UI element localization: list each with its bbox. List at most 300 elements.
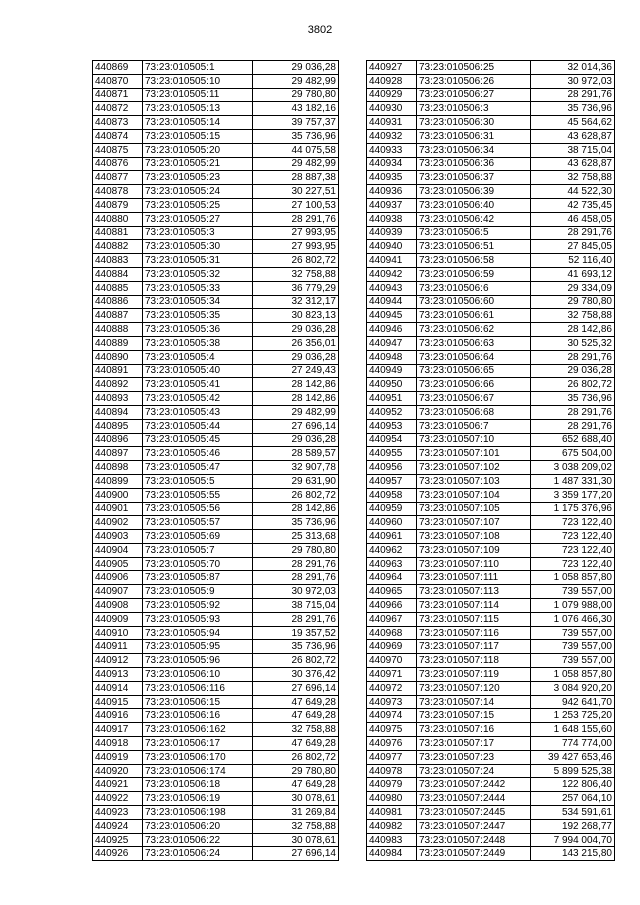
row-id-cell: 440931 <box>367 116 417 130</box>
row-id-cell: 440978 <box>367 764 417 778</box>
row-id-cell: 440955 <box>367 447 417 461</box>
amount-cell: 3 359 177,20 <box>531 488 615 502</box>
table-row <box>367 654 615 668</box>
table-row <box>93 171 339 185</box>
row-id-cell: 440952 <box>367 405 417 419</box>
row-id-cell: 440982 <box>367 819 417 833</box>
row-id-cell: 440904 <box>93 543 143 557</box>
table-row <box>367 626 615 640</box>
table-row <box>367 226 615 240</box>
cadastral-number-cell: 73:23:010506:19 <box>143 792 253 806</box>
row-id-cell: 440957 <box>367 474 417 488</box>
cadastral-number-cell: 73:23:010507:117 <box>417 640 531 654</box>
amount-cell: 39 757,37 <box>253 116 339 130</box>
cadastral-number-cell: 73:23:010505:11 <box>143 88 253 102</box>
table-row <box>93 419 339 433</box>
table-row <box>367 185 615 199</box>
amount-cell: 35 736,96 <box>253 129 339 143</box>
row-id-cell: 440880 <box>93 212 143 226</box>
row-id-cell: 440940 <box>367 240 417 254</box>
cadastral-number-cell: 73:23:010506:7 <box>417 419 531 433</box>
amount-cell: 30 078,61 <box>253 833 339 847</box>
cadastral-number-cell: 73:23:010505:94 <box>143 626 253 640</box>
row-id-cell: 440918 <box>93 737 143 751</box>
cadastral-number-cell: 73:23:010505:47 <box>143 461 253 475</box>
right-data-table <box>366 60 615 861</box>
row-id-cell: 440976 <box>367 737 417 751</box>
cadastral-number-cell: 73:23:010507:109 <box>417 543 531 557</box>
row-id-cell: 440938 <box>367 212 417 226</box>
row-id-cell: 440892 <box>93 378 143 392</box>
row-id-cell: 440887 <box>93 309 143 323</box>
row-id-cell: 440975 <box>367 723 417 737</box>
cadastral-number-cell: 73:23:010506:30 <box>417 116 531 130</box>
row-id-cell: 440935 <box>367 171 417 185</box>
amount-cell: 29 780,80 <box>253 543 339 557</box>
amount-cell: 32 758,88 <box>253 723 339 737</box>
table-row <box>367 405 615 419</box>
table-row <box>93 433 339 447</box>
table-row <box>93 281 339 295</box>
table-row <box>93 819 339 833</box>
table-row <box>93 709 339 723</box>
row-id-cell: 440974 <box>367 709 417 723</box>
amount-cell: 29 780,80 <box>531 295 615 309</box>
table-row <box>367 681 615 695</box>
table-row <box>367 488 615 502</box>
amount-cell: 28 142,86 <box>253 392 339 406</box>
cadastral-number-cell: 73:23:010506:24 <box>143 847 253 861</box>
table-row <box>93 102 339 116</box>
amount-cell: 36 779,29 <box>253 281 339 295</box>
cadastral-number-cell: 73:23:010507:2444 <box>417 792 531 806</box>
amount-cell: 28 589,57 <box>253 447 339 461</box>
amount-cell: 774 774,00 <box>531 737 615 751</box>
amount-cell: 942 641,70 <box>531 695 615 709</box>
amount-cell: 32 758,88 <box>253 819 339 833</box>
table-row <box>367 737 615 751</box>
table-row <box>367 129 615 143</box>
row-id-cell: 440907 <box>93 585 143 599</box>
amount-cell: 675 504,00 <box>531 447 615 461</box>
cadastral-number-cell: 73:23:010505:46 <box>143 447 253 461</box>
table-row <box>93 392 339 406</box>
row-id-cell: 440943 <box>367 281 417 295</box>
cadastral-number-cell: 73:23:010507:15 <box>417 709 531 723</box>
table-row <box>93 792 339 806</box>
table-row <box>367 143 615 157</box>
amount-cell: 29 036,28 <box>253 323 339 337</box>
row-id-cell: 440956 <box>367 461 417 475</box>
cadastral-number-cell: 73:23:010505:41 <box>143 378 253 392</box>
table-row <box>93 61 339 75</box>
table-row <box>367 419 615 433</box>
cadastral-number-cell: 73:23:010505:3 <box>143 226 253 240</box>
amount-cell: 41 693,12 <box>531 267 615 281</box>
amount-cell: 31 269,84 <box>253 806 339 820</box>
table-row <box>367 433 615 447</box>
cadastral-number-cell: 73:23:010507:107 <box>417 516 531 530</box>
row-id-cell: 440872 <box>93 102 143 116</box>
table-row <box>93 488 339 502</box>
table-row <box>93 557 339 571</box>
cadastral-number-cell: 73:23:010505:36 <box>143 323 253 337</box>
amount-cell: 27 696,14 <box>253 419 339 433</box>
left-data-table <box>92 60 339 861</box>
table-row <box>367 392 615 406</box>
table-row <box>93 833 339 847</box>
cadastral-number-cell: 73:23:010506:18 <box>143 778 253 792</box>
amount-cell: 38 715,04 <box>253 599 339 613</box>
cadastral-number-cell: 73:23:010507:108 <box>417 530 531 544</box>
cadastral-number-cell: 73:23:010505:44 <box>143 419 253 433</box>
amount-cell: 32 758,88 <box>253 267 339 281</box>
cadastral-number-cell: 73:23:010506:6 <box>417 281 531 295</box>
amount-cell: 1 076 466,30 <box>531 612 615 626</box>
cadastral-number-cell: 73:23:010507:2449 <box>417 847 531 861</box>
amount-cell: 26 802,72 <box>253 254 339 268</box>
table-row <box>367 530 615 544</box>
table-row <box>367 543 615 557</box>
cadastral-number-cell: 73:23:010505:42 <box>143 392 253 406</box>
cadastral-number-cell: 73:23:010506:20 <box>143 819 253 833</box>
table-row <box>93 212 339 226</box>
amount-cell: 1 253 725,20 <box>531 709 615 723</box>
table-row <box>367 61 615 75</box>
cadastral-number-cell: 73:23:010506:59 <box>417 267 531 281</box>
cadastral-number-cell: 73:23:010507:10 <box>417 433 531 447</box>
row-id-cell: 440908 <box>93 599 143 613</box>
cadastral-number-cell: 73:23:010507:116 <box>417 626 531 640</box>
cadastral-number-cell: 73:23:010507:113 <box>417 585 531 599</box>
row-id-cell: 440937 <box>367 198 417 212</box>
amount-cell: 52 116,40 <box>531 254 615 268</box>
table-row <box>93 295 339 309</box>
row-id-cell: 440934 <box>367 157 417 171</box>
amount-cell: 28 142,86 <box>253 378 339 392</box>
amount-cell: 723 122,40 <box>531 557 615 571</box>
table-row <box>93 626 339 640</box>
cadastral-number-cell: 73:23:010506:51 <box>417 240 531 254</box>
row-id-cell: 440954 <box>367 433 417 447</box>
row-id-cell: 440970 <box>367 654 417 668</box>
row-id-cell: 440942 <box>367 267 417 281</box>
cadastral-number-cell: 73:23:010505:7 <box>143 543 253 557</box>
cadastral-number-cell: 73:23:010507:2442 <box>417 778 531 792</box>
row-id-cell: 440945 <box>367 309 417 323</box>
cadastral-number-cell: 73:23:010507:105 <box>417 502 531 516</box>
cadastral-number-cell: 73:23:010505:1 <box>143 61 253 75</box>
amount-cell: 28 291,76 <box>531 226 615 240</box>
amount-cell: 652 688,40 <box>531 433 615 447</box>
cadastral-number-cell: 73:23:010505:10 <box>143 74 253 88</box>
amount-cell: 122 806,40 <box>531 778 615 792</box>
amount-cell: 27 993,95 <box>253 226 339 240</box>
cadastral-number-cell: 73:23:010505:35 <box>143 309 253 323</box>
cadastral-number-cell: 73:23:010505:5 <box>143 474 253 488</box>
row-id-cell: 440905 <box>93 557 143 571</box>
cadastral-number-cell: 73:23:010506:31 <box>417 129 531 143</box>
row-id-cell: 440936 <box>367 185 417 199</box>
page-number: 3802 <box>307 24 333 36</box>
row-id-cell: 440927 <box>367 61 417 75</box>
amount-cell: 29 036,28 <box>253 433 339 447</box>
cadastral-number-cell: 73:23:010507:110 <box>417 557 531 571</box>
cadastral-number-cell: 73:23:010505:92 <box>143 599 253 613</box>
cadastral-number-cell: 73:23:010506:61 <box>417 309 531 323</box>
amount-cell: 27 696,14 <box>253 681 339 695</box>
cadastral-number-cell: 73:23:010507:24 <box>417 764 531 778</box>
amount-cell: 29 036,28 <box>253 61 339 75</box>
amount-cell: 35 736,96 <box>531 102 615 116</box>
row-id-cell: 440967 <box>367 612 417 626</box>
row-id-cell: 440897 <box>93 447 143 461</box>
row-id-cell: 440870 <box>93 74 143 88</box>
amount-cell: 27 100,53 <box>253 198 339 212</box>
row-id-cell: 440891 <box>93 364 143 378</box>
table-row <box>367 709 615 723</box>
cadastral-number-cell: 73:23:010507:16 <box>417 723 531 737</box>
table-row <box>367 323 615 337</box>
row-id-cell: 440881 <box>93 226 143 240</box>
table-row <box>93 764 339 778</box>
row-id-cell: 440968 <box>367 626 417 640</box>
amount-cell: 35 736,96 <box>253 516 339 530</box>
row-id-cell: 440959 <box>367 502 417 516</box>
amount-cell: 30 823,13 <box>253 309 339 323</box>
table-row <box>367 88 615 102</box>
row-id-cell: 440977 <box>367 750 417 764</box>
cadastral-number-cell: 73:23:010505:31 <box>143 254 253 268</box>
amount-cell: 28 291,76 <box>253 612 339 626</box>
amount-cell: 26 802,72 <box>253 654 339 668</box>
table-row <box>367 254 615 268</box>
table-row <box>93 654 339 668</box>
cadastral-number-cell: 73:23:010506:65 <box>417 364 531 378</box>
row-id-cell: 440912 <box>93 654 143 668</box>
amount-cell: 26 802,72 <box>253 488 339 502</box>
row-id-cell: 440884 <box>93 267 143 281</box>
row-id-cell: 440972 <box>367 681 417 695</box>
table-row <box>93 323 339 337</box>
row-id-cell: 440902 <box>93 516 143 530</box>
cadastral-number-cell: 73:23:010505:23 <box>143 171 253 185</box>
amount-cell: 32 312,17 <box>253 295 339 309</box>
amount-cell: 28 291,76 <box>253 557 339 571</box>
table-row <box>93 737 339 751</box>
row-id-cell: 440883 <box>93 254 143 268</box>
table-row <box>93 309 339 323</box>
table-row <box>93 530 339 544</box>
row-id-cell: 440932 <box>367 129 417 143</box>
amount-cell: 47 649,28 <box>253 737 339 751</box>
table-row <box>93 695 339 709</box>
table-row <box>367 612 615 626</box>
cadastral-number-cell: 73:23:010505:40 <box>143 364 253 378</box>
row-id-cell: 440933 <box>367 143 417 157</box>
cadastral-number-cell: 73:23:010505:55 <box>143 488 253 502</box>
cadastral-number-cell: 73:23:010506:36 <box>417 157 531 171</box>
amount-cell: 28 291,76 <box>253 212 339 226</box>
cadastral-number-cell: 73:23:010507:23 <box>417 750 531 764</box>
table-row <box>93 74 339 88</box>
amount-cell: 1 058 857,80 <box>531 668 615 682</box>
cadastral-number-cell: 73:23:010505:43 <box>143 405 253 419</box>
cadastral-number-cell: 73:23:010505:21 <box>143 157 253 171</box>
table-row <box>93 516 339 530</box>
amount-cell: 28 291,76 <box>531 419 615 433</box>
table-row <box>93 226 339 240</box>
row-id-cell: 440946 <box>367 323 417 337</box>
amount-cell: 28 291,76 <box>531 88 615 102</box>
amount-cell: 46 458,05 <box>531 212 615 226</box>
table-row <box>367 350 615 364</box>
row-id-cell: 440920 <box>93 764 143 778</box>
amount-cell: 35 736,96 <box>253 640 339 654</box>
amount-cell: 26 802,72 <box>253 750 339 764</box>
row-id-cell: 440928 <box>367 74 417 88</box>
amount-cell: 45 564,62 <box>531 116 615 130</box>
row-id-cell: 440919 <box>93 750 143 764</box>
table-row <box>367 295 615 309</box>
amount-cell: 44 522,30 <box>531 185 615 199</box>
amount-cell: 30 525,32 <box>531 336 615 350</box>
table-row <box>93 681 339 695</box>
row-id-cell: 440961 <box>367 530 417 544</box>
table-row <box>367 847 615 861</box>
table-row <box>367 102 615 116</box>
amount-cell: 1 058 857,80 <box>531 571 615 585</box>
cadastral-number-cell: 73:23:010506:60 <box>417 295 531 309</box>
table-row <box>93 88 339 102</box>
table-row <box>93 267 339 281</box>
table-row <box>93 185 339 199</box>
cadastral-number-cell: 73:23:010507:104 <box>417 488 531 502</box>
row-id-cell: 440971 <box>367 668 417 682</box>
cadastral-number-cell: 73:23:010506:58 <box>417 254 531 268</box>
cadastral-number-cell: 73:23:010505:95 <box>143 640 253 654</box>
table-row <box>367 267 615 281</box>
table-row <box>367 212 615 226</box>
row-id-cell: 440874 <box>93 129 143 143</box>
table-row <box>93 585 339 599</box>
amount-cell: 42 735,45 <box>531 198 615 212</box>
amount-cell: 47 649,28 <box>253 709 339 723</box>
amount-cell: 32 014,36 <box>531 61 615 75</box>
row-id-cell: 440876 <box>93 157 143 171</box>
amount-cell: 47 649,28 <box>253 778 339 792</box>
table-row <box>93 254 339 268</box>
table-row <box>367 571 615 585</box>
row-id-cell: 440925 <box>93 833 143 847</box>
table-row <box>367 157 615 171</box>
row-id-cell: 440910 <box>93 626 143 640</box>
cadastral-number-cell: 73:23:010506:162 <box>143 723 253 737</box>
row-id-cell: 440873 <box>93 116 143 130</box>
cadastral-number-cell: 73:23:010507:14 <box>417 695 531 709</box>
amount-cell: 28 142,86 <box>253 502 339 516</box>
cadastral-number-cell: 73:23:010505:69 <box>143 530 253 544</box>
table-row <box>93 143 339 157</box>
amount-cell: 29 334,09 <box>531 281 615 295</box>
amount-cell: 32 907,78 <box>253 461 339 475</box>
cadastral-number-cell: 73:23:010507:114 <box>417 599 531 613</box>
table-row <box>93 723 339 737</box>
table-row <box>93 571 339 585</box>
amount-cell: 739 557,00 <box>531 585 615 599</box>
cadastral-number-cell: 73:23:010506:66 <box>417 378 531 392</box>
cadastral-number-cell: 73:23:010505:27 <box>143 212 253 226</box>
table-row <box>93 474 339 488</box>
row-id-cell: 440900 <box>93 488 143 502</box>
amount-cell: 29 482,99 <box>253 74 339 88</box>
cadastral-number-cell: 73:23:010506:34 <box>417 143 531 157</box>
table-row <box>367 281 615 295</box>
table-row <box>367 750 615 764</box>
cadastral-number-cell: 73:23:010506:16 <box>143 709 253 723</box>
row-id-cell: 440921 <box>93 778 143 792</box>
amount-cell: 739 557,00 <box>531 654 615 668</box>
cadastral-number-cell: 73:23:010507:2445 <box>417 806 531 820</box>
table-row <box>93 668 339 682</box>
cadastral-number-cell: 73:23:010506:174 <box>143 764 253 778</box>
row-id-cell: 440871 <box>93 88 143 102</box>
table-row <box>367 833 615 847</box>
table-row <box>367 240 615 254</box>
amount-cell: 27 845,05 <box>531 240 615 254</box>
amount-cell: 28 291,76 <box>531 405 615 419</box>
row-id-cell: 440947 <box>367 336 417 350</box>
table-row <box>93 847 339 861</box>
table-row <box>367 336 615 350</box>
amount-cell: 143 215,80 <box>531 847 615 861</box>
cadastral-number-cell: 73:23:010506:37 <box>417 171 531 185</box>
table-row <box>367 171 615 185</box>
amount-cell: 25 313,68 <box>253 530 339 544</box>
row-id-cell: 440916 <box>93 709 143 723</box>
cadastral-number-cell: 73:23:010506:10 <box>143 668 253 682</box>
row-id-cell: 440963 <box>367 557 417 571</box>
row-id-cell: 440898 <box>93 461 143 475</box>
row-id-cell: 440969 <box>367 640 417 654</box>
amount-cell: 47 649,28 <box>253 695 339 709</box>
table-row <box>367 378 615 392</box>
amount-cell: 257 064,10 <box>531 792 615 806</box>
row-id-cell: 440893 <box>93 392 143 406</box>
cadastral-number-cell: 73:23:010506:27 <box>417 88 531 102</box>
table-row <box>93 350 339 364</box>
table-row <box>93 405 339 419</box>
row-id-cell: 440926 <box>93 847 143 861</box>
amount-cell: 26 802,72 <box>531 378 615 392</box>
row-id-cell: 440882 <box>93 240 143 254</box>
amount-cell: 723 122,40 <box>531 516 615 530</box>
row-id-cell: 440885 <box>93 281 143 295</box>
cadastral-number-cell: 73:23:010507:115 <box>417 612 531 626</box>
cadastral-number-cell: 73:23:010505:24 <box>143 185 253 199</box>
row-id-cell: 440951 <box>367 392 417 406</box>
cadastral-number-cell: 73:23:010505:14 <box>143 116 253 130</box>
amount-cell: 29 482,99 <box>253 405 339 419</box>
cadastral-number-cell: 73:23:010507:102 <box>417 461 531 475</box>
row-id-cell: 440917 <box>93 723 143 737</box>
row-id-cell: 440878 <box>93 185 143 199</box>
table-row <box>367 778 615 792</box>
cadastral-number-cell: 73:23:010506:63 <box>417 336 531 350</box>
row-id-cell: 440964 <box>367 571 417 585</box>
table-row <box>367 668 615 682</box>
row-id-cell: 440939 <box>367 226 417 240</box>
